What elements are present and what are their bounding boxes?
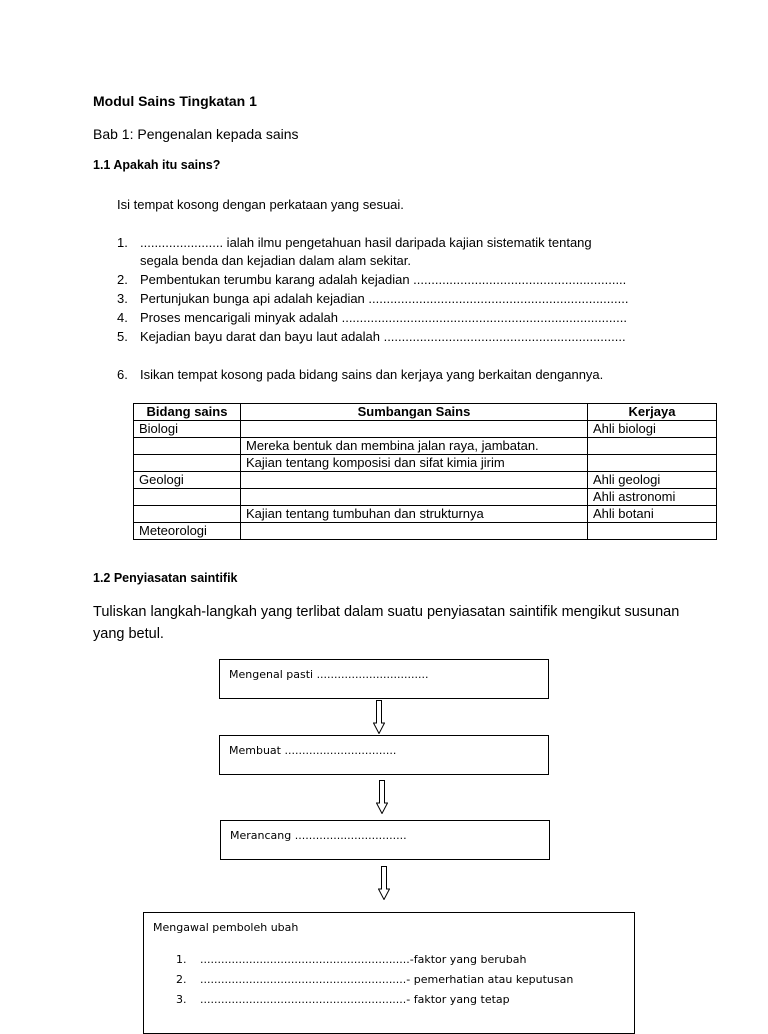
column-header-career: Kerjaya — [588, 404, 717, 421]
table-row — [134, 506, 717, 523]
table-cell — [588, 523, 717, 540]
flow-step-label: Membuat ................................ — [229, 744, 397, 757]
down-arrow-icon — [373, 700, 385, 734]
question-text: Pertunjukan bunga api adalah kejadian ........................................................................ — [140, 291, 629, 306]
table-cell: Kajian tentang komposisi dan sifat kimia jirim — [241, 455, 588, 472]
list-item-number: 1. — [176, 953, 187, 966]
question-text: Kejadian bayu darat dan bayu laut adalah ................................................................... — [140, 329, 626, 344]
table-cell — [588, 455, 717, 472]
flow-step-label: Mengenal pasti ................................ — [229, 668, 429, 681]
control-variables-title: Mengawal pemboleh ubah — [153, 921, 299, 934]
table-cell: Geologi — [134, 472, 241, 489]
question-number: 2. — [117, 272, 128, 287]
table-cell: Ahli biologi — [588, 421, 717, 438]
list-item-text: ............................................................-faktor yang berubah — [200, 953, 527, 966]
question-text: Isikan tempat kosong pada bidang sains dan kerjaya yang berkaitan dengannya. — [140, 367, 604, 382]
table-cell: Ahli botani — [588, 506, 717, 523]
question-number: 3. — [117, 291, 128, 306]
table-row — [134, 438, 717, 455]
column-header-contribution: Sumbangan Sains — [241, 404, 588, 421]
table-cell: Ahli astronomi — [588, 489, 717, 506]
table-row — [134, 455, 717, 472]
table-cell — [134, 438, 241, 455]
control-variables-box — [143, 912, 635, 1034]
table-cell: Kajian tentang tumbuhan dan strukturnya — [241, 506, 588, 523]
question-number: 1. — [117, 235, 128, 250]
down-arrow-icon — [378, 866, 390, 900]
table-cell: Mereka bentuk dan membina jalan raya, jambatan. — [241, 438, 588, 455]
table-cell — [241, 472, 588, 489]
table-cell: Ahli geologi — [588, 472, 717, 489]
flow-step-box — [219, 659, 549, 699]
section-heading-1-1: 1.1 Apakah itu sains? — [93, 158, 221, 172]
table-row — [134, 472, 717, 489]
table-cell — [241, 489, 588, 506]
table-cell: Meteorologi — [134, 523, 241, 540]
question-text: Pembentukan terumbu karang adalah kejadian ........................................................... — [140, 272, 627, 287]
column-header-field: Bidang sains — [134, 404, 241, 421]
document-title: Modul Sains Tingkatan 1 — [93, 93, 257, 109]
instruction-paragraph: Tuliskan langkah-langkah yang terlibat dalam suatu penyiasatan saintifik mengikut susunan yang betul. — [93, 604, 680, 642]
table-cell — [134, 506, 241, 523]
table-cell — [588, 438, 717, 455]
table-cell: Biologi — [134, 421, 241, 438]
flow-step-box — [219, 735, 549, 775]
table-header-row — [134, 404, 717, 421]
question-text: Proses mencarigali minyak adalah ............................................................................... — [140, 310, 627, 325]
list-item-text: ...........................................................- faktor yang tetap — [200, 993, 510, 1006]
table-row — [134, 523, 717, 540]
list-item-number: 3. — [176, 993, 187, 1006]
section-heading-1-2: 1.2 Penyiasatan saintifik — [93, 571, 238, 585]
question-text: ....................... ialah ilmu pengetahuan hasil daripada kajian sistematik tentang — [140, 235, 592, 250]
table-cell — [134, 489, 241, 506]
flow-step-label: Merancang ................................ — [230, 829, 407, 842]
flow-step-box — [220, 820, 550, 860]
table-cell — [241, 523, 588, 540]
table-row — [134, 421, 717, 438]
table-row — [134, 489, 717, 506]
science-fields-table — [133, 403, 717, 540]
list-item-number: 2. — [176, 973, 187, 986]
instruction-text: Isi tempat kosong dengan perkataan yang sesuai. — [117, 197, 404, 212]
question-number: 4. — [117, 310, 128, 325]
question-number: 5. — [117, 329, 128, 344]
question-number: 6. — [117, 367, 128, 382]
table-cell — [134, 455, 241, 472]
list-item-text: ...........................................................- pemerhatian atau keputusan — [200, 973, 574, 986]
down-arrow-icon — [376, 780, 388, 814]
question-text-continued: segala benda dan kejadian dalam alam sekitar. — [140, 253, 412, 268]
chapter-heading: Bab 1: Pengenalan kepada sains — [93, 126, 299, 142]
table-cell — [241, 421, 588, 438]
